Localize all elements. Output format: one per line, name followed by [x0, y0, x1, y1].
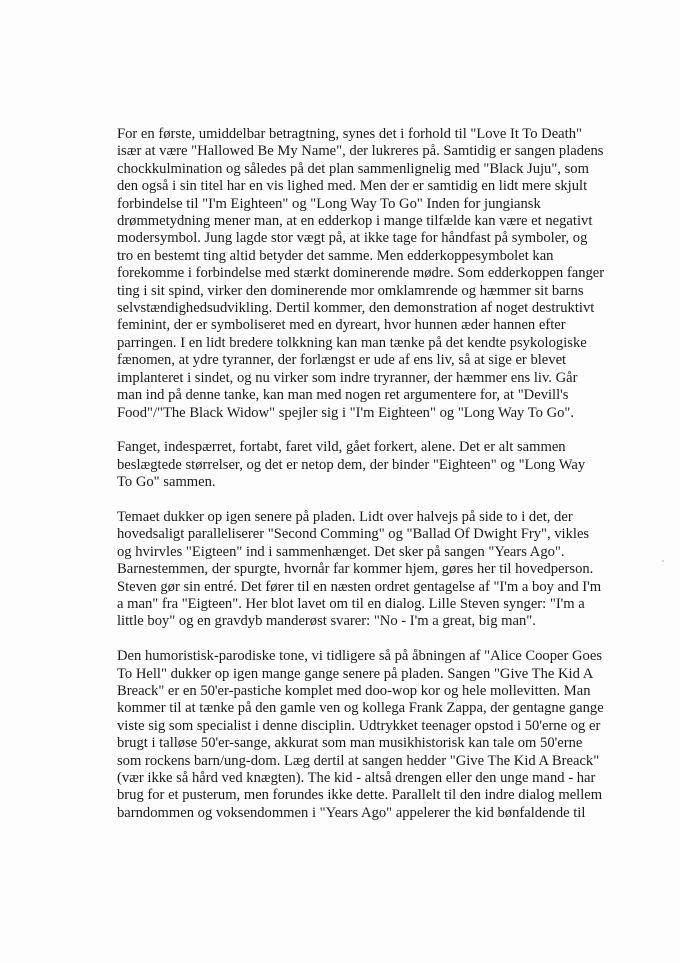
text-line: den også i sin titel har en vis lighed med. Men der er samtidig en lidt mere skjult: [117, 178, 588, 195]
text-line: feminint, der er symboliseret med en dyreart, hvor hunnen æder hannen efter: [117, 317, 566, 334]
paragraph-1: [117, 126, 607, 422]
text-line: Fanget, indespærret, fortabt, faret vild, gået forkert, alene. Det er alt sammen: [117, 439, 566, 456]
text-line: hovedsaligt paralleliserer "Second Comming" og "Ballad Of Dwight Fry", vikles: [117, 526, 590, 543]
text-line: For en første, umiddelbar betragtning, synes det i forhold til "Love It To Death": [117, 126, 582, 142]
text-line: modersymbol. Jung lagde stor vægt på, at ikke tage for håndfast på symboler, og: [117, 230, 588, 247]
text-line: barndommen og voksendommen i "Years Ago" appelerer the kid bønfaldende til: [117, 804, 586, 821]
paragraph-3: [117, 509, 607, 631]
paragraph-2: [117, 439, 607, 491]
text-line: tro en bestemt ting altid betyder det samme. Men edderkoppesymbolet kan: [117, 247, 554, 264]
text-line: viste sig som specialist i denne disciplin. Udtrykket teenager opstod i 50'erne og er: [117, 717, 601, 734]
text-line: især at være "Hallowed Be My Name", der lukreres på. Samtidig er sangen pladens: [117, 143, 604, 160]
text-line: (vær ikke så hård ved knægten). The kid - altså drengen eller den unge mand - har: [117, 769, 596, 786]
text-line: selvstændighedsudvikling. Dertil kommer, den demonstration af noget destruktivt: [117, 300, 595, 317]
text-line: To Go" sammen.: [117, 474, 216, 491]
text-line: ting i sit spind, virker den dominerende mor omklamrende og hæmmer sit barns: [117, 282, 584, 299]
text-line: som rockens barn/ung-dom. Læg dertil at sangen hedder "Give The Kid A Breack": [117, 752, 600, 769]
text-line: implanteret i sindet, og nu virker som indre tryranner, der hæmmer ens liv. Går: [117, 369, 578, 386]
text-line: Steven gør sin entré. Det fører til en næsten ordret gentagelse af "I'm a boy and I'm: [117, 578, 602, 595]
text-line: Food"/"The Black Widow" spejler sig i "I'm Eighteen" og "Long Way To Go".: [117, 404, 575, 421]
text-line: beslægtede størrelser, og det er netop dem, der binder "Eighteen" og "Long Way: [117, 456, 586, 473]
text-line: Barnestemmen, der spurgte, hvornår far kommer hjem, gøres her til hovedperson.: [117, 561, 594, 578]
text-line: brugt i talløse 50'er-sange, akkurat som man musikhistorisk kan tale om 50'erne: [117, 735, 583, 752]
text-line: drømmetydning mener man, at en edderkop i mange tilfælde kan være et negativt: [117, 213, 593, 230]
text-line: Breack" er en 50'er-pastiche komplet med doo-wop kor og hele mollevitten. Man: [117, 682, 591, 699]
text-line: fænomen, at ydre tyranner, der forlængst er ude af ens liv, så at sige er blevet: [117, 352, 567, 369]
text-line: og hvirvles "Eigteen" ind i sammenhænget. Det sker på sangen "Years Ago".: [117, 543, 565, 560]
text-line: little boy" og en gravdyb manderøst svarer: "No - I'm a great, big man".: [117, 613, 536, 630]
text-line: Temaet dukker op igen senere på pladen. Lidt over halvejs på side to i det, der: [117, 508, 573, 525]
text-line: To Hell" dukker op igen mange gange senere på pladen. Sangen "Give The Kid A: [117, 665, 594, 682]
text-line: Den humoristisk-parodiske tone, vi tidligere så på åbningen af "Alice Cooper Goes: [117, 648, 602, 665]
text-line: forekomme i forbindelse med stærkt dominerende mødre. Som edderkoppen fanger: [117, 265, 605, 282]
text-line: brug for et pusterum, men forundes ikke dette. Parallelt til den indre dialog mellem: [117, 787, 603, 804]
text-line: parringen. I en lidt bredere tolkkning kan man tænke på det kendte psykologiske: [117, 334, 587, 351]
text-line: a man" fra "Eigteen". Her blot lavet om til en dialog. Lille Steven synger: "I'm a: [117, 595, 585, 612]
text-line: kommer til at tænke på den gamle ven og kollega Frank Zappa, der gentagne gange: [117, 700, 604, 717]
paragraph-4: [117, 648, 607, 822]
text-line: chockkulmination og således på det plan sammenlignelig med "Black Juju", som: [117, 160, 589, 177]
scan-speck: [662, 560, 664, 562]
text-line: forbindelse til "I'm Eighteen" og "Long Way To Go" Inden for jungiansk: [117, 195, 541, 212]
text-line: man ind på denne tanke, kan man med nogen ret argumentere for, at "Devill's: [117, 387, 569, 404]
body-text: [117, 126, 607, 840]
